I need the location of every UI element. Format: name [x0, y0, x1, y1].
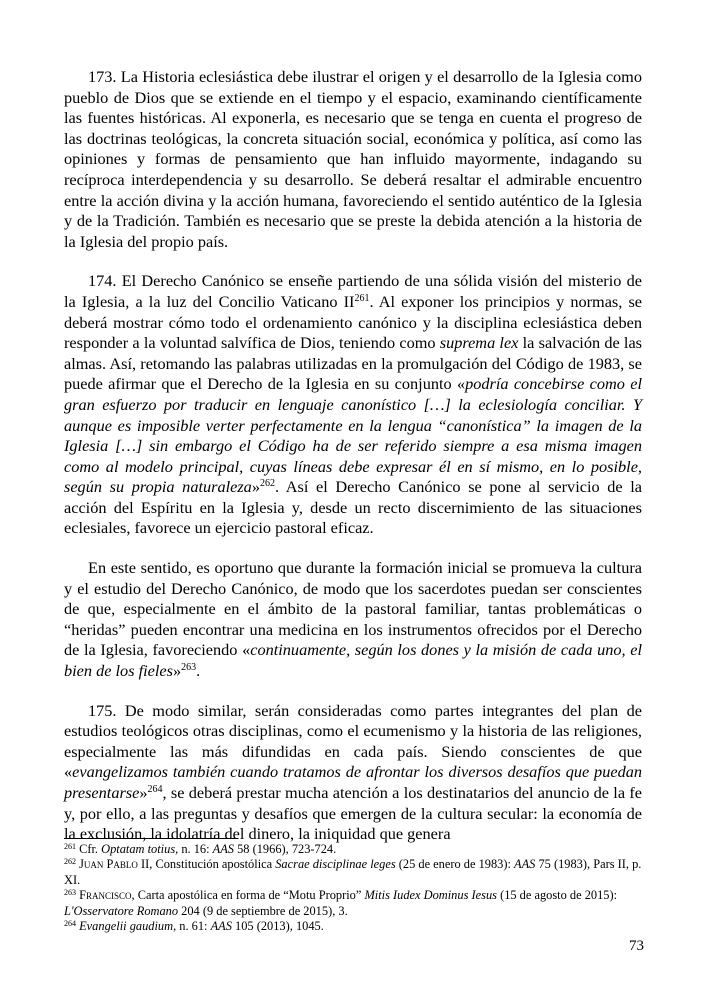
text-run: » — [251, 477, 260, 497]
italic-text: AAS — [514, 857, 536, 872]
italic-text: L'Osservatore Romano — [64, 903, 179, 918]
text-run: (25 de enero de 1983): — [395, 857, 515, 872]
text-run: 58 (1966), 723-724. — [234, 842, 337, 856]
text-run: 105 (2013), 1045. — [231, 919, 324, 934]
text-run: II, Constitución apostólica — [137, 857, 276, 872]
paragraph-173 — [64, 67, 642, 252]
text-run: . Así el Derecho Canónico se pone al servicio de la acción del Espíritu en la Iglesia y, desde un recto discernimiento de las situaciones eclesiales, favorece un ejercicio pastoral eficaz. — [64, 477, 642, 538]
text-run: 175. De modo similar, serán consideradas como partes integrantes del plan de estudios teológicos otras disciplinas, como el ecumenismo y la historia de las religiones, especialmente las más difundidas en cada país. Siendo conscientes de que « — [64, 700, 642, 782]
footnote-261 — [64, 842, 642, 857]
italic-text: Sacrae disciplinae leges — [275, 857, 396, 872]
text-run: la salvación de las almas. Así, retomando las palabras utilizadas en la promulgación del Código de 1983, se puede afirmar que el Derecho de la Iglesia en su conjunto « — [64, 333, 643, 394]
footnote-ref: 263 — [64, 888, 76, 898]
text-run: . — [196, 661, 201, 681]
text-run: n. 16: — [178, 842, 213, 856]
text-run: , n. 61: — [173, 919, 211, 934]
italic-text: Mitis Iudex Dominus Iesus — [364, 888, 497, 903]
text-run: . Al exponer los principios y normas, se deberá mostrar cómo todo el ordenamiento canónico y la disciplina eclesiástica deben responder a la voluntad salvífica de Dios, teniendo como — [64, 291, 642, 353]
footnote-264 — [64, 919, 642, 934]
footnote-262 — [64, 857, 642, 888]
italic-text: suprema lex — [439, 333, 519, 353]
page-number: 73 — [629, 938, 644, 954]
footnote-ref: 263 — [181, 662, 197, 674]
footnote-ref: 264 — [147, 784, 163, 795]
text-run: 204 (9 de septiembre de 2015), 3. — [178, 903, 348, 918]
text-run: (15 de agosto de 2015): — [496, 888, 618, 903]
italic-text: AAS — [212, 842, 235, 856]
italic-text: podría concebirse como el gran esfuerzo por traducir en lenguaje canonístico […] la eclesiología conciliar. Y aunque es imposible verter perfectamente en la lengua “canonística” la imagen de la Iglesia […] sin embargo el Código ha de ser referido siempre a esa misma imagen como al modelo principal, cuyas líneas debe expresar él en sí mismo, en lo posible, según su propia naturaleza — [64, 374, 642, 497]
footnote-divider — [64, 838, 238, 839]
text-run: » — [139, 783, 148, 802]
text-run: 173. La Historia eclesiástica debe ilustrar el origen y el desarrollo de la Iglesia como pueblo de Dios que se extiende en el tiempo y el espacio, examinando científicamente las fuentes históricas. Al exponerla, es necesario que se tenga en cuenta el progreso de las doctrinas teológicas, la concreta situación social, económica y política, así como las opiniones y formas de pensamiento que han influido mayormente, indagando su recíproca interdependencia y su desarrollo. Se deberá resaltar el admirable encuentro entre la acción divina y la acción humana, favoreciendo el sentido auténtico de la Iglesia y de la Tradición. También es necesario que se preste la debida atención a la historia de la Iglesia del propio país. — [64, 67, 642, 251]
footnote-263 — [64, 888, 642, 919]
text-run: , Carta apostólica en forma de “Motu Proprio” — [131, 888, 365, 903]
italic-text: Evangelii gaudium — [79, 919, 174, 934]
paragraph-174-continued — [64, 558, 642, 682]
paragraph-174 — [64, 271, 642, 539]
footnote-ref: 262 — [64, 857, 76, 867]
text-run: » — [172, 661, 182, 681]
italic-text: continuamente, según los dones y la misión de cada uno, el bien de los fieles — [64, 640, 643, 681]
footnote-ref: 264 — [64, 919, 76, 929]
footnote-ref: 261 — [64, 842, 76, 851]
footnote-ref: 262 — [259, 478, 275, 490]
footnotes — [64, 838, 642, 934]
small-caps-name: Francisco — [79, 888, 132, 903]
small-caps-name: Juan Pablo — [79, 857, 138, 872]
italic-text: Optatam totius, — [101, 842, 179, 856]
italic-text: evangelizamos también cuando tratamos de afrontar los diversos desafíos que puedan presentarse — [64, 762, 642, 802]
text-run: Cfr. — [76, 842, 102, 856]
text-run: 174. El Derecho Canónico se enseñe partiendo de una sólida visión del misterio de la Iglesia, a la luz del Concilio Vaticano II — [64, 271, 642, 311]
italic-text: AAS — [210, 919, 232, 934]
text-run: , se deberá prestar mucha atención a los destinatarios del anuncio de la fe y, por ello, a las preguntas y desafíos que emergen de la cultura secular: la economía de la exclusión, la idolatría del dinero, la iniquidad que genera — [64, 783, 642, 844]
text-run: 75 (1983), Pars II, p. XI. — [64, 857, 642, 887]
text-run: En este sentido, es oportuno que durante la formación inicial se promueva la cultura y el estudio del Derecho Canónico, de modo que los sacerdotes puedan ser conscientes de que, especialmente en el ámbito de la pastoral familiar, tantas problemáticas o “heridas” pueden encontrar una medicina en los instrumentos ofrecidos por el Derecho de la Iglesia, favoreciendo « — [64, 558, 642, 660]
footnote-ref: 261 — [354, 292, 370, 304]
paragraph-175 — [64, 701, 642, 845]
